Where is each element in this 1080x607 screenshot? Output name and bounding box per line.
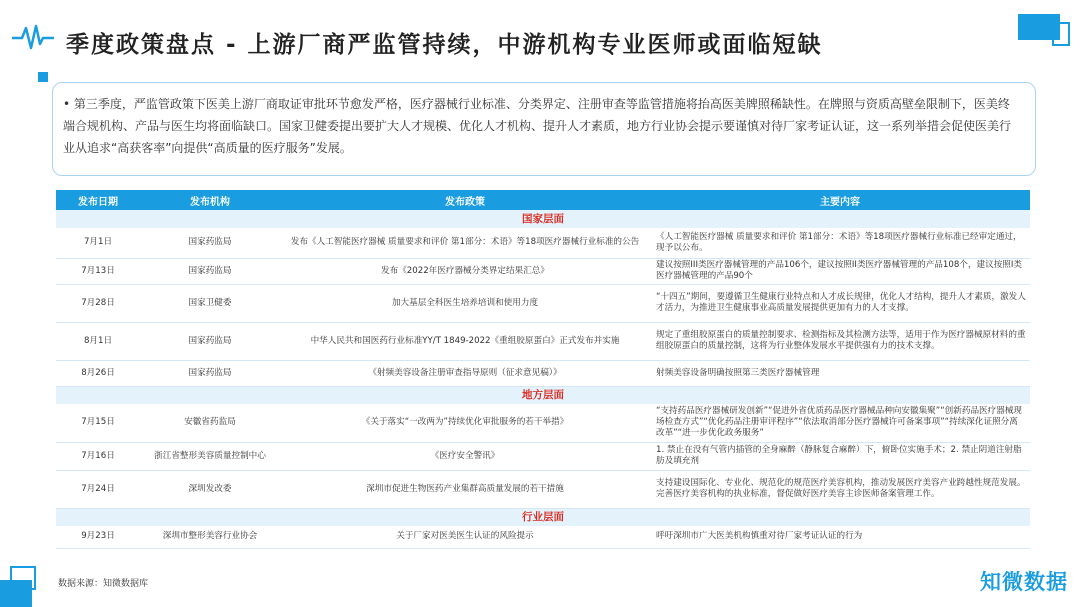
header-policy: 发布政策: [280, 190, 650, 210]
cell-content: 射频美容设备明确按照第三类医疗器械管理: [650, 360, 1030, 386]
section-title: 地方层面: [56, 386, 1030, 404]
cell-policy: 《医疗安全警讯》: [280, 442, 650, 470]
summary-text: 第三季度，严监管政策下医美上游厂商取证审批环节愈发严格，医疗器械行业标准、分类界定、注册审查等监管措施将抬高医美牌照稀缺性。在牌照与资质高壁垒限制下，医美终端合规机构、产品与医生均将面临缺口。国家卫健委提出要扩大人才规模、优化人才机构、提升人才素质，地方行业协会提示要谨慎对待厂家考证认证，这一系列举措会促使医美行业从追求“高获客率”向提供“高质量的医疗服务”发展。: [63, 97, 1012, 155]
cell-agency: 国家药监局: [140, 360, 280, 386]
cell-policy: 关于厂家对医美医生认证的风险提示: [280, 526, 650, 548]
cell-content: 建议按照III类医疗器械管理的产品106个，建议按照II类医疗器械管理的产品108个，建议按照I类医疗器械管理的产品90个: [650, 258, 1030, 284]
section-row-national: [56, 210, 1030, 228]
cell-agency: 深圳市整形美容行业协会: [140, 526, 280, 548]
cell-date: 7月28日: [56, 284, 140, 322]
cell-content: 规定了重组胶原蛋白的质量控制要求、检测指标及其检测方法等，适用于作为医疗器械原材料的重组胶原蛋白的质量控制，这将为行业整体发展水平提供强有力的技术支撑。: [650, 322, 1030, 360]
cell-agency: 国家卫健委: [140, 284, 280, 322]
table-row: [56, 322, 1030, 360]
table-row: [56, 284, 1030, 322]
section-title: 国家层面: [56, 210, 1030, 228]
table-row: [56, 442, 1030, 470]
policy-table: [56, 190, 1030, 549]
cell-date: 7月16日: [56, 442, 140, 470]
cell-content: 支持建设国际化、专业化、规范化的规范医疗美容机构，推动发展医疗美容产业跨越性规范发展。完善医疗美容机构的执业标准，督促做好医疗美容主诊医师备案管理工作。: [650, 470, 1030, 508]
cell-agency: 浙江省整形美容质量控制中心: [140, 442, 280, 470]
table-row: [56, 404, 1030, 442]
cell-agency: 深圳发改委: [140, 470, 280, 508]
cell-date: 8月1日: [56, 322, 140, 360]
brand-logo: 知微数据: [980, 570, 1068, 594]
bullet-square-decoration: [38, 72, 48, 82]
bullet-dot: •: [63, 97, 74, 111]
corner-decoration-bottom-left: [0, 566, 56, 607]
cell-content: 《人工智能医疗器械 质量要求和评价 第1部分：术语》等18项医疗器械行业标准已经审定通过，现予以公布。: [650, 228, 1030, 258]
cell-content: “支持药品医疗器械研发创新”“促进外省优质药品医疗器械品种向安徽集聚”“创新药品医疗器械现场检查方式”“优化药品注册审评程序”“依法取消部分医疗器械许可备案事项”“持续深化证照分离改革”“进一步优化政务服务”: [650, 404, 1030, 442]
header-agency: 发布机构: [140, 190, 280, 210]
cell-date: 7月1日: [56, 228, 140, 258]
cell-content: 1. 禁止在没有气管内插管的全身麻醉（静脉复合麻醉）下，俯卧位实施手术；2. 禁止阴道注射脂肪及填充剂: [650, 442, 1030, 470]
cell-policy: 发布《人工智能医疗器械 质量要求和评价 第1部分：术语》等18项医疗器械行业标准的公告: [280, 228, 650, 258]
cell-agency: 国家药监局: [140, 322, 280, 360]
cell-policy: 《射频美容设备注册审查指导原则（征求意见稿）》: [280, 360, 650, 386]
cell-date: 8月26日: [56, 360, 140, 386]
cell-date: 7月15日: [56, 404, 140, 442]
data-source-note: 数据来源：知微数据库: [58, 579, 149, 589]
table-row: [56, 470, 1030, 508]
header-content: 主要内容: [650, 190, 1030, 210]
table-row: [56, 228, 1030, 258]
corner-decoration-top-right: [1018, 14, 1070, 46]
cell-content: “十四五”期间，要遵循卫生健康行业特点和人才成长规律，优化人才结构，提升人才素质，激发人才活力，为推进卫生健康事业高质量发展提供更加有力的人才支撑。: [650, 284, 1030, 322]
table-row: [56, 526, 1030, 548]
cell-date: 7月24日: [56, 470, 140, 508]
header-date: 发布日期: [56, 190, 140, 210]
cell-agency: 国家药监局: [140, 258, 280, 284]
cell-policy: 深圳市促进生物医药产业集群高质量发展的若干措施: [280, 470, 650, 508]
page-title: 季度政策盘点 - 上游厂商严监管持续，中游机构专业医师或面临短缺: [66, 32, 823, 58]
section-row-industry: [56, 508, 1030, 526]
summary-box: [52, 82, 1036, 176]
cell-date: 9月23日: [56, 526, 140, 548]
cell-agency: 安徽省药监局: [140, 404, 280, 442]
table-header-row: [56, 190, 1030, 210]
table-row: [56, 258, 1030, 284]
cell-policy: 《关于落实“一改两为”持续优化审批服务的若干举措》: [280, 404, 650, 442]
pulse-logo-icon: [12, 22, 54, 52]
table-row: [56, 360, 1030, 386]
cell-policy: 发布《2022年医疗器械分类界定结果汇总》: [280, 258, 650, 284]
cell-content: 呼吁深圳市广大医美机构慎重对待厂家考证认证的行为: [650, 526, 1030, 548]
section-row-local: [56, 386, 1030, 404]
section-title: 行业层面: [56, 508, 1030, 526]
cell-policy: 加大基层全科医生培养培训和使用力度: [280, 284, 650, 322]
cell-agency: 国家药监局: [140, 228, 280, 258]
cell-date: 7月13日: [56, 258, 140, 284]
cell-policy: 中华人民共和国医药行业标准YY/T 1849-2022《重组胶原蛋白》正式发布并实施: [280, 322, 650, 360]
